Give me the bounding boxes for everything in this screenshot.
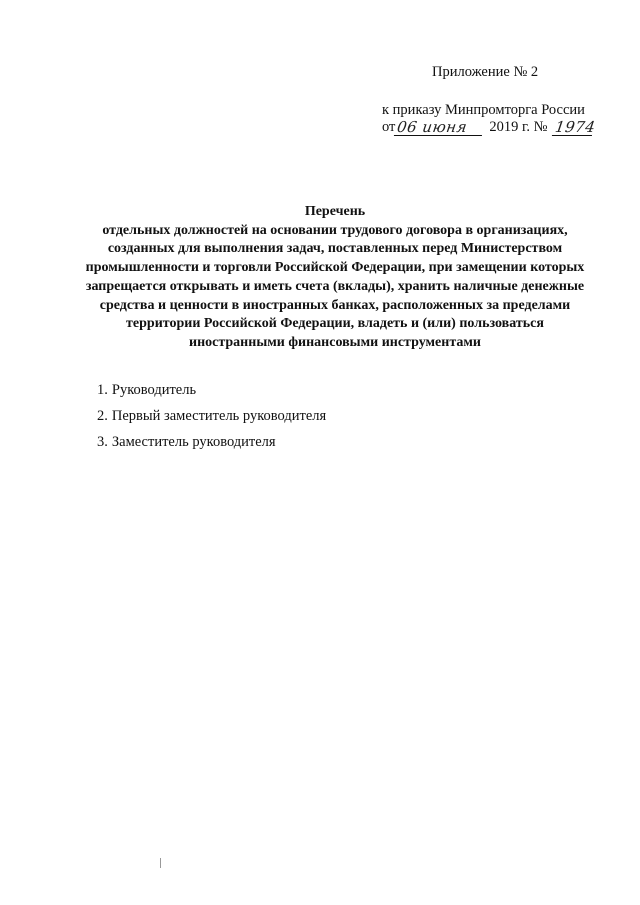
title-line: территории Российской Федерации, владеть и (или) пользоваться: [126, 316, 544, 332]
list-item-number: 2.: [97, 408, 108, 424]
date-prefix: от: [382, 119, 396, 135]
positions-list: [97, 377, 326, 455]
title-line: средства и ценности в иностранных банках, расположенных за пределами: [99, 297, 571, 313]
scan-artifact: [160, 858, 161, 868]
title-line: отдельных должностей на основании трудового договора в организациях,: [102, 222, 568, 238]
appendix-label: Приложение № 2: [432, 64, 539, 80]
title-line: промышленности и торговли Российской Федерации, при замещении которых: [85, 260, 585, 276]
handwritten-date: 06 июня: [394, 120, 484, 136]
order-year-number-label: 2019 г. №: [489, 119, 548, 135]
list-item-number: 1.: [97, 382, 108, 398]
order-reference: к приказу Минпромторга России: [382, 102, 585, 118]
title-line: запрещается открывать и иметь счета (вклады), хранить наличные денежные: [85, 278, 585, 294]
list-item: [97, 403, 326, 429]
list-item-number: 3.: [97, 434, 108, 450]
list-item: [97, 377, 326, 403]
list-item-label: Заместитель руководителя: [111, 434, 276, 450]
list-item: [97, 429, 326, 455]
list-item-label: Первый заместитель руководителя: [111, 408, 327, 424]
order-date-line: [382, 118, 598, 136]
title-line: созданных для выполнения задач, поставленных перед Министерством: [107, 241, 563, 257]
list-item-label: Руководитель: [111, 382, 197, 398]
title-line: иностранными финансовыми инструментами: [189, 334, 481, 350]
document-heading: Перечень: [304, 204, 366, 219]
handwritten-order-number: 1974: [554, 118, 598, 136]
document-title-block: [60, 203, 610, 353]
